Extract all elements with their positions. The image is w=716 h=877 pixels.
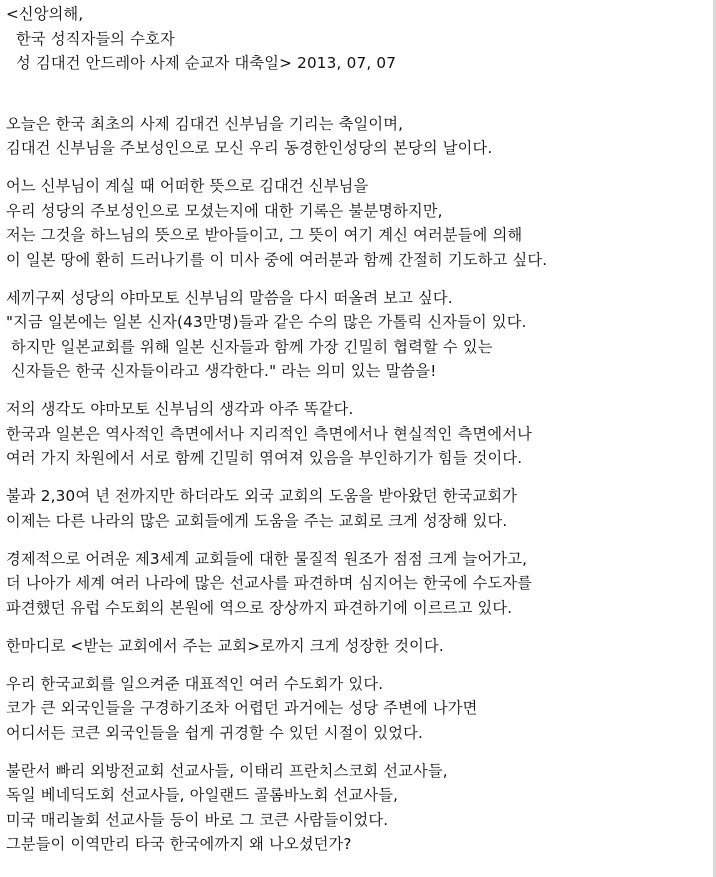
spacer: [6, 658, 712, 672]
paragraph: [6, 484, 712, 533]
spacer: [6, 471, 712, 485]
paragraph-line: 오늘은 한국 최초의 사제 김대건 신부님을 기리는 축일이며,: [6, 114, 404, 133]
paragraph-line: 경제적으로 어려운 제3세계 교회들에 대한 물질적 원조가 점점 크게 늘어가고,: [6, 549, 528, 568]
spacer: [6, 76, 712, 112]
spacer: [6, 745, 712, 759]
spacer: [6, 533, 712, 547]
header-line: <신앙의해,: [6, 5, 84, 23]
paragraph: [6, 759, 712, 857]
paragraph-line: 독일 베네딕도회 선교사들, 아일랜드 골롬바노회 선교사들,: [6, 786, 399, 804]
paragraph-line: 저는 그것을 하느님의 뜻으로 받아들이고, 그 뜻이 여기 계신 여러분들에 의해: [6, 226, 523, 244]
paragraph: [6, 547, 712, 621]
paragraph: [6, 286, 712, 384]
spacer: [6, 161, 712, 175]
spacer: [6, 384, 712, 398]
spacer: [6, 620, 712, 634]
paragraph-line: 어디서든 코큰 외국인들을 쉽게 귀경할 수 있던 시절이 있었다.: [6, 723, 424, 742]
paragraph-line: 신자들은 한국 신자들이라고 생각한다." 라는 의미 있는 말씀을!: [6, 362, 437, 380]
paragraph-line: 불란서 빠리 외방전교회 선교사들, 이태리 프란치스코회 선교사들,: [6, 761, 448, 780]
paragraph-line: 더 나아가 세계 여러 나라에 많은 선교사를 파견하며 심지어는 한국에 수도자를: [6, 574, 533, 592]
paragraph-line: 여러 가지 차원에서 서로 함께 긴밀히 엮여져 있음을 부인하기가 힘들 것이다.: [6, 449, 523, 467]
paragraph-line: 불과 2,30여 년 전까지만 하더라도 외국 교회의 도움을 받아왔던 한국교회가: [6, 487, 518, 505]
header-block: [6, 2, 712, 76]
paragraph-line: 우리 한국교회를 일으켜준 대표적인 여러 수도회가 있다.: [6, 674, 384, 693]
paragraph-line: 한국과 일본은 역사적인 측면에서나 지리적인 측면에서나 현실적인 측면에서나: [6, 424, 532, 443]
paragraph-line: 하지만 일본교회를 위해 일본 신자들과 함께 가장 긴밀히 협력할 수 있는: [6, 337, 493, 356]
paragraph-line: 저의 생각도 야마모토 신부님의 생각과 아주 똑같다.: [6, 400, 354, 418]
paragraph-line: "지금 일본에는 일본 신자(43만명)들과 같은 수의 많은 가톨릭 신자들이 있다.: [6, 313, 527, 331]
paragraph-line: 이 일본 땅에 환히 드러나기를 이 미사 중에 여러분과 함께 간절히 기도하고 싶다.: [6, 250, 548, 269]
paragraph: [6, 174, 712, 272]
paragraph-line: 코가 큰 외국인들을 구경하기조차 어렵던 과거에는 성당 주변에 나가면: [6, 699, 478, 717]
paragraph-line: 어느 신부님이 계실 때 어떠한 뜻으로 김대건 신부님을: [6, 177, 369, 195]
paragraph: [6, 672, 712, 746]
paragraph-line: 그분들이 이역만리 타국 한국에까지 왜 나오셨던가?: [6, 835, 352, 853]
paragraph: [6, 112, 712, 161]
paragraph-line: 파견했던 유럽 수도회의 본원에 역으로 장상까지 파견하기에 이르르고 있다.: [6, 598, 513, 617]
paragraph-line: 우리 성당의 주보성인으로 모셨는지에 대한 기록은 불분명하지만,: [6, 201, 443, 220]
spacer: [6, 272, 712, 286]
paragraph-line: 미국 매리놀회 선교사들 등이 바로 그 코큰 사람들이었다.: [6, 810, 389, 829]
paragraph: [6, 397, 712, 471]
paragraph-line: 세끼구찌 성당의 야마모토 신부님의 말씀을 다시 떠올려 보고 싶다.: [6, 288, 453, 307]
paragraph-line: 이제는 다른 나라의 많은 교회들에게 도움을 주는 교회로 크게 성장해 있다.: [6, 511, 508, 530]
paragraph-line: 한마디로 <받는 교회에서 주는 교회>로까지 크게 성장한 것이다.: [6, 636, 444, 655]
document-body: [6, 2, 712, 857]
header-line: 한국 성직자들의 수호자: [6, 29, 175, 48]
paragraph-line: 김대건 신부님을 주보성인으로 모신 우리 동경한인성당의 본당의 날이다.: [6, 139, 493, 157]
paragraph: [6, 634, 712, 659]
header-line: 성 김대건 안드레아 사제 순교자 대축일> 2013, 07, 07: [6, 54, 397, 72]
